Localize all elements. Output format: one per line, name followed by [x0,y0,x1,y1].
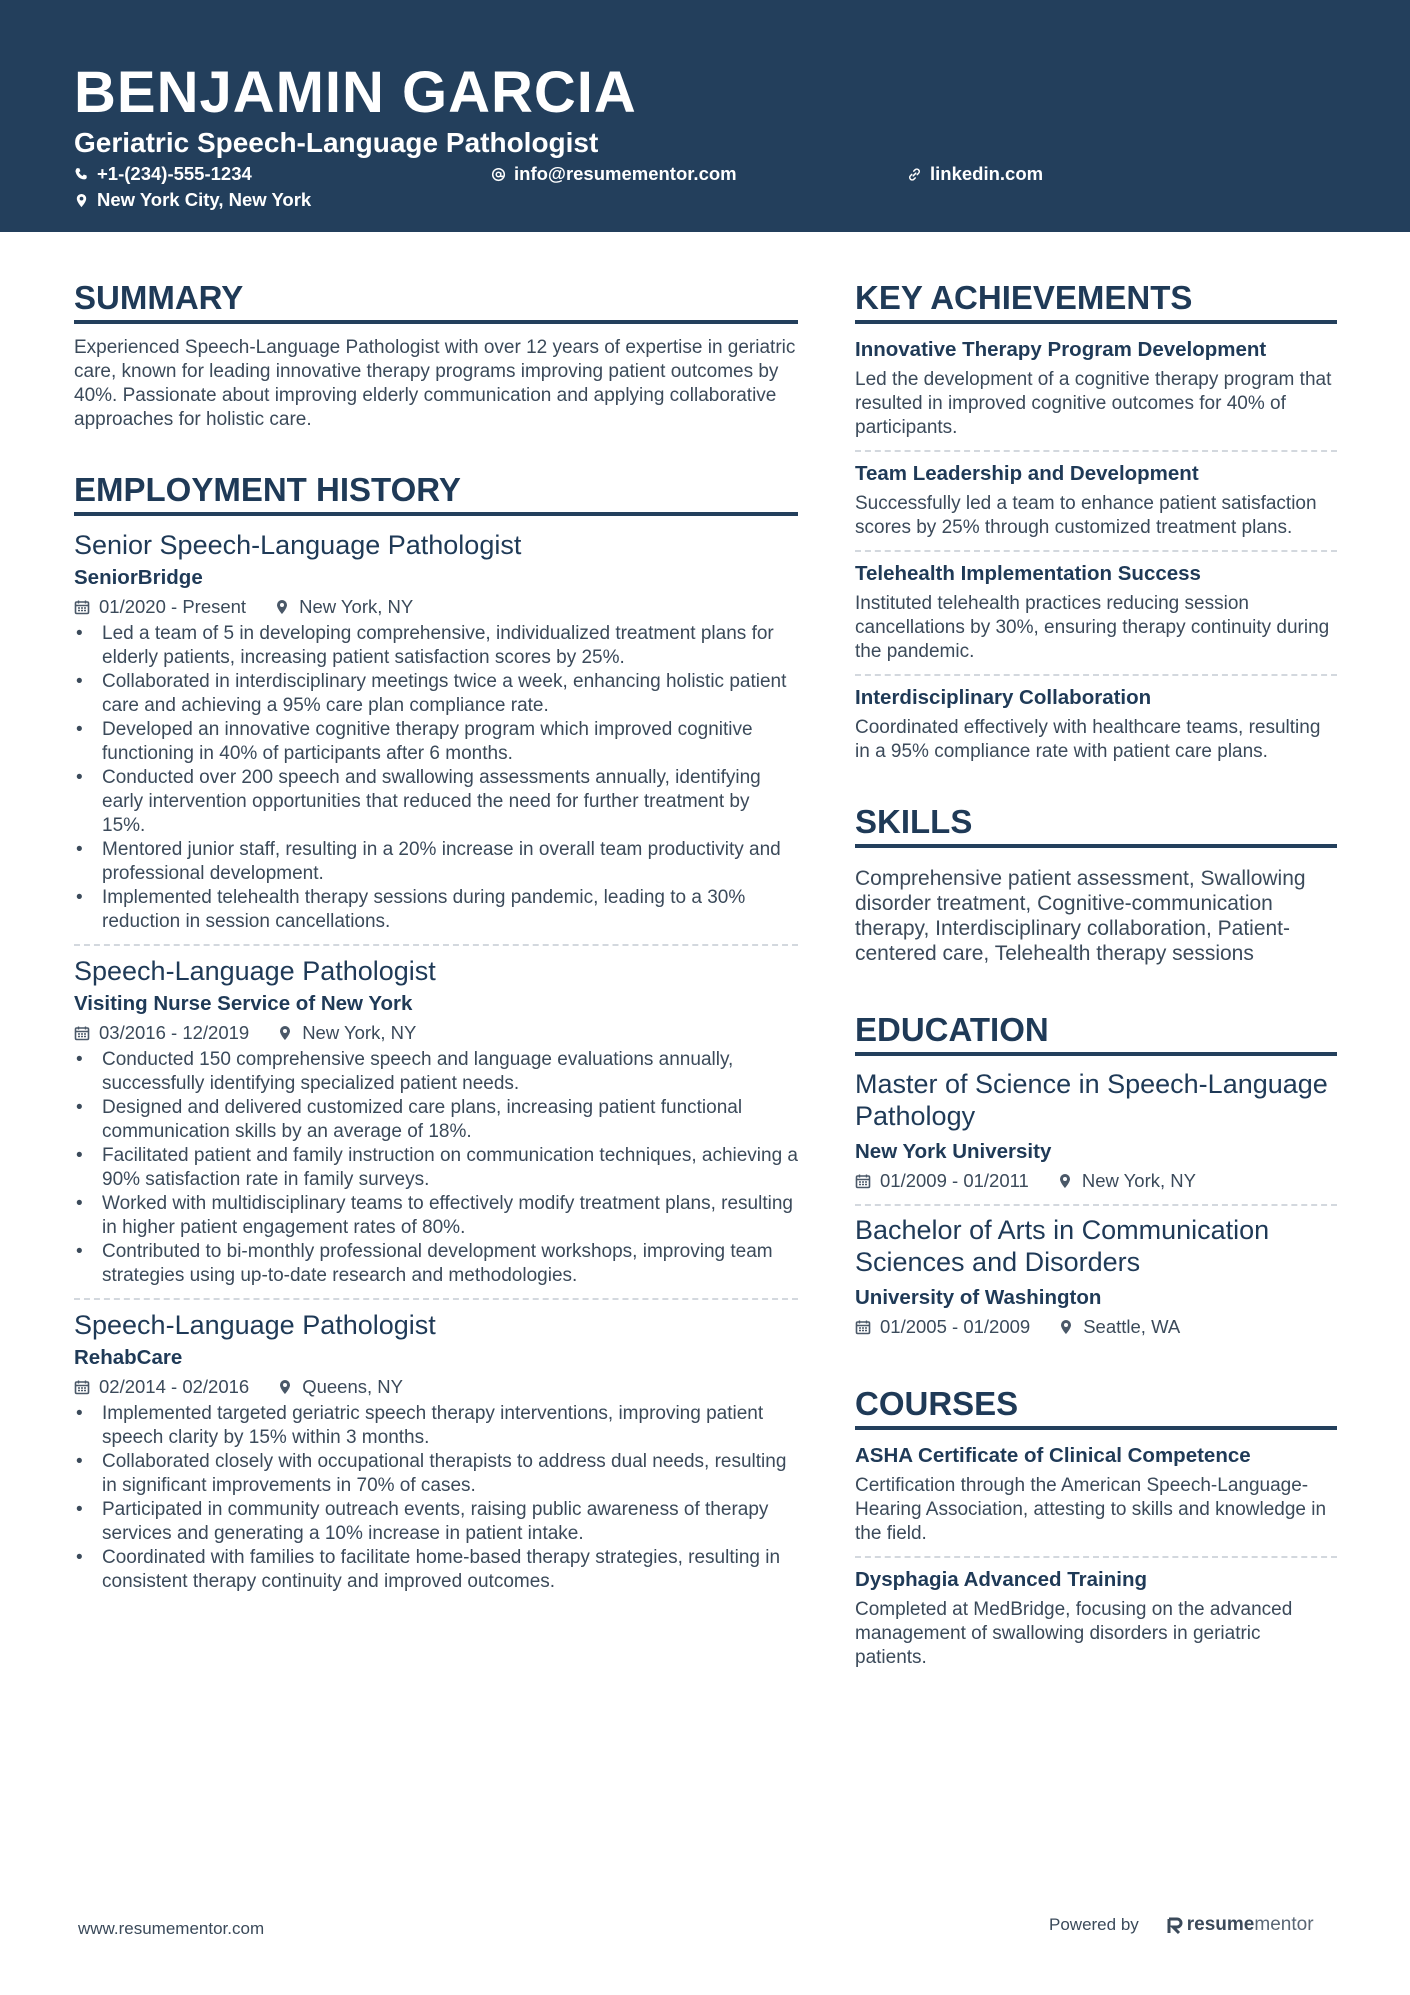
calendar-icon [855,1319,871,1335]
calendar-icon [855,1173,871,1189]
job-entry [74,1308,798,1594]
education-dates: 01/2005 - 01/2009 [880,1316,1031,1337]
brand-light: mentor [1254,1914,1314,1935]
list-item: • Participated in community outreach events, raising public awareness of therapy services and generating a 10% increase in patient intake. [74,1498,798,1546]
powered-by-text: Powered by [1049,1915,1139,1934]
job-company: RehabCare [74,1346,183,1369]
list-item: • Conducted 150 comprehensive speech and language evaluations annually, successfully identifying specialized patient needs. [74,1048,798,1096]
phone-text: +1-(234)-555-1234 [97,163,252,184]
phone-icon [74,167,89,182]
location-pin-icon [74,193,89,208]
list-item: • Mentored junior staff, resulting in a 20% increase in overall team productivity and professional development. [74,838,798,886]
job-position: Senior Speech-Language Pathologist [74,530,522,560]
divider [855,1556,1337,1558]
calendar-icon [74,1025,90,1041]
achievement-desc: Successfully led a team to enhance patient satisfaction scores by 25% through customized treatment plans. [855,493,1317,538]
job-position: Speech-Language Pathologist [74,956,436,986]
achievement-item [855,684,1337,764]
list-item: • Collaborated closely with occupational therapists to address dual needs, resulting in significant improvements in 70% of cases. [74,1450,798,1498]
course-title: ASHA Certificate of Clinical Competence [855,1444,1251,1467]
achievement-desc: Led the development of a cognitive therapy program that resulted in improved cognitive outcomes for 40% of participants. [855,369,1332,438]
courses-heading: COURSES [855,1384,1337,1430]
resumementor-logo-icon [1167,1915,1183,1935]
job-title: Geriatric Speech-Language Pathologist [74,127,599,158]
calendar-icon [74,599,90,615]
list-item: • Contributed to bi-monthly professional development workshops, improving team strategies using up-to-date research and methodologies. [74,1240,798,1288]
summary-section [74,278,798,432]
achievement-item [855,336,1337,440]
footer-website[interactable]: www.resumementor.com [78,1919,265,1938]
job-location: New York, NY [299,596,414,617]
job-meta [74,1374,798,1400]
email-contact[interactable] [491,162,737,186]
course-item [855,1442,1337,1546]
school-name: New York University [855,1140,1052,1163]
education-location: New York, NY [1081,1170,1196,1191]
divider [855,674,1337,676]
list-item: • Led a team of 5 in developing comprehensive, individualized treatment plans for elderly patients, increasing patient satisfaction scores by 25%. [74,622,798,670]
education-heading: EDUCATION [855,1010,1337,1056]
job-entry [74,954,798,1288]
achievement-desc: Coordinated effectively with healthcare teams, resulting in a 95% compliance rate with patient care plans. [855,717,1321,762]
skills-section [855,802,1337,966]
job-meta [74,1020,798,1046]
course-item [855,1566,1337,1670]
list-item: • Coordinated with families to facilitate home-based therapy strategies, resulting in consistent therapy continuity and improved outcomes. [74,1546,798,1594]
job-meta [74,594,798,620]
linkedin-text: linkedin.com [930,163,1044,184]
achievement-desc: Instituted telehealth practices reducing session cancellations by 30%, ensuring therapy continuity during the pandemic. [855,593,1330,662]
brand-logo[interactable] [1167,1914,1314,1936]
footer-powered [1049,1914,1314,1936]
course-desc: Completed at MedBridge, focusing on the advanced management of swallowing disorders in geriatric patients. [855,1599,1293,1668]
course-desc: Certification through the American Speech-Language-Hearing Association, attesting to skills and knowledge in the field. [855,1475,1327,1544]
job-dates: 01/2020 - Present [99,596,247,617]
job-entry [74,528,798,934]
employment-section [74,470,798,1594]
resume-header [0,0,1410,232]
achievement-title: Interdisciplinary Collaboration [855,686,1152,709]
location-pin-icon [1058,1319,1074,1335]
list-item: • Conducted over 200 speech and swallowing assessments annually, identifying early intervention opportunities that reduced the need for further treatment by 15%. [74,766,798,838]
achievement-item [855,560,1337,664]
location-pin-icon [277,1025,293,1041]
education-section [855,1010,1337,1340]
achievement-title: Telehealth Implementation Success [855,562,1201,585]
linkedin-contact[interactable] [907,162,1043,186]
list-item: • Worked with multidisciplinary teams to effectively modify treatment plans, resulting in higher patient engagement rates of 80%. [74,1192,798,1240]
candidate-name: BENJAMIN GARCIA [74,60,637,125]
job-location: Queens, NY [302,1376,403,1397]
job-location: New York, NY [302,1022,417,1043]
left-column [74,278,798,1594]
courses-section [855,1384,1337,1670]
list-item: • Collaborated in interdisciplinary meetings twice a week, enhancing holistic patient care and achieving a 95% care plan compliance rate. [74,670,798,718]
location-pin-icon [274,599,290,615]
list-item: • Facilitated patient and family instruction on communication techniques, achieving a 90% satisfaction rate in family surveys. [74,1144,798,1192]
achievement-item [855,460,1337,540]
calendar-icon [74,1379,90,1395]
location-pin-icon [277,1379,293,1395]
achievement-title: Team Leadership and Development [855,462,1199,485]
skills-heading: SKILLS [855,802,1337,848]
list-item: • Designed and delivered customized care plans, increasing patient functional communication skills by an average of 18%. [74,1096,798,1144]
job-position: Speech-Language Pathologist [74,1310,436,1340]
job-bullets [74,622,798,934]
phone-contact[interactable] [74,162,252,186]
education-item [855,1214,1337,1340]
right-column [855,278,1337,1670]
achievements-heading: KEY ACHIEVEMENTS [855,278,1337,324]
employment-heading: EMPLOYMENT HISTORY [74,470,798,516]
degree-title: Master of Science in Speech-Language Pathology [855,1069,1328,1131]
summary-text: Experienced Speech-Language Pathologist with over 12 years of expertise in geriatric care, known for leading innovative therapy programs improving patient outcomes by 40%. Passionate about improving elderly communication and applying collaborative approaches for holistic care. [74,337,796,430]
job-bullets [74,1048,798,1288]
skills-text: Comprehensive patient assessment, Swallowing disorder treatment, Cognitive-communication therapy, Interdisciplinary collaboration, Patient-centered care, Telehealth therapy sessions [855,867,1306,965]
summary-heading: SUMMARY [74,278,798,324]
education-meta [855,1314,1337,1340]
education-dates: 01/2009 - 01/2011 [880,1170,1029,1191]
achievements-section [855,278,1337,764]
job-dates: 03/2016 - 12/2019 [99,1022,250,1043]
divider [74,944,798,946]
at-icon [491,167,506,182]
list-item: • Implemented targeted geriatric speech therapy interventions, improving patient speech clarity by 15% within 3 months. [74,1402,798,1450]
school-name: University of Washington [855,1286,1102,1309]
location-text: New York City, New York [97,189,312,210]
list-item: • Implemented telehealth therapy sessions during pandemic, leading to a 30% reduction in session cancellations. [74,886,798,934]
divider [855,450,1337,452]
divider [74,1298,798,1300]
job-company: SeniorBridge [74,566,203,589]
divider [855,1204,1337,1206]
education-item [855,1068,1337,1194]
job-bullets [74,1402,798,1594]
job-company: Visiting Nurse Service of New York [74,992,413,1015]
link-icon [907,167,922,182]
education-meta [855,1168,1337,1194]
location-pin-icon [1057,1173,1073,1189]
brand-bold: resume [1186,1914,1255,1935]
location-contact [74,188,311,212]
job-dates: 02/2014 - 02/2016 [99,1376,250,1397]
email-text: info@resumementor.com [514,163,737,184]
divider [855,550,1337,552]
degree-title: Bachelor of Arts in Communication Sciences and Disorders [855,1215,1270,1277]
course-title: Dysphagia Advanced Training [855,1568,1148,1591]
education-location: Seattle, WA [1083,1316,1181,1337]
achievement-title: Innovative Therapy Program Development [855,338,1267,361]
list-item: • Developed an innovative cognitive therapy program which improved cognitive functioning in 40% of participants after 6 months. [74,718,798,766]
